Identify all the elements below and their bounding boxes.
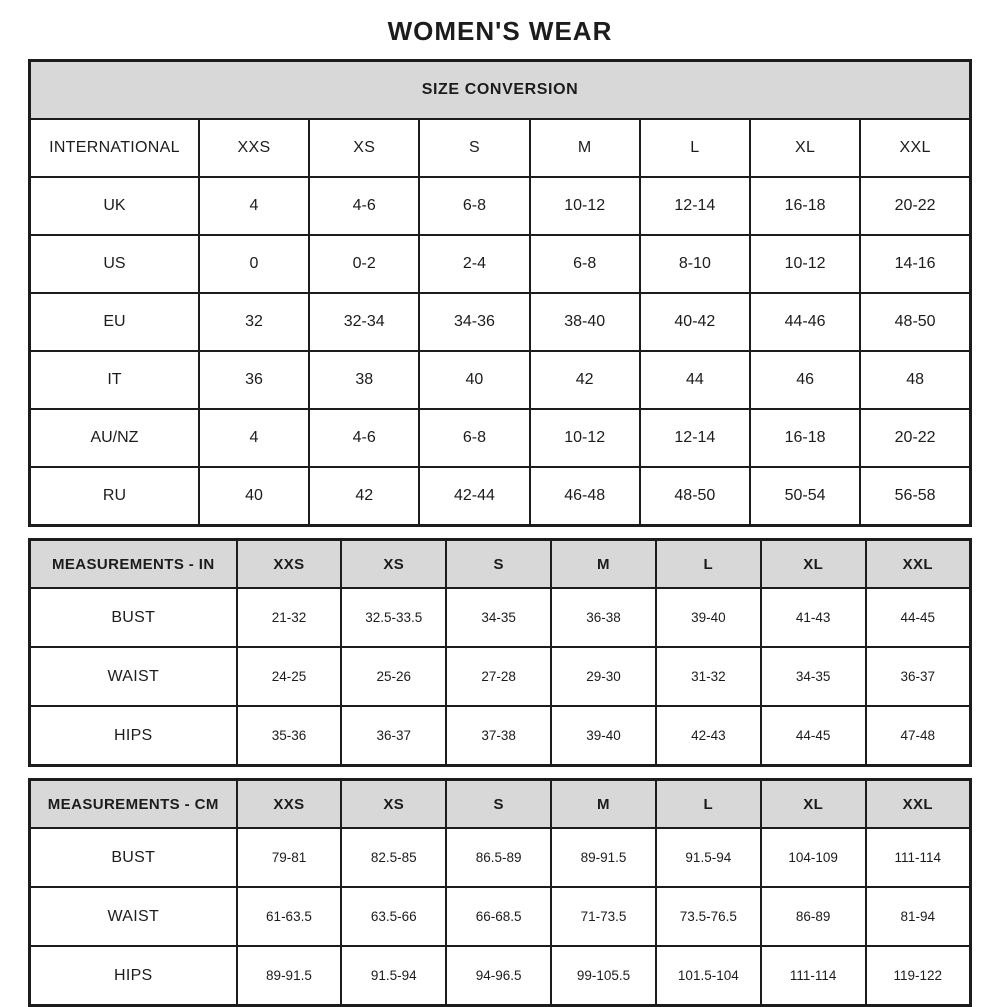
size-cell: 4-6	[309, 409, 419, 467]
size-cell: 42-43	[656, 706, 761, 766]
row-label: HIPS	[30, 946, 237, 1006]
size-cell: 32	[199, 293, 309, 351]
size-cell: 56-58	[860, 467, 970, 526]
column-header: L	[640, 119, 750, 177]
size-cell: 6-8	[530, 235, 640, 293]
size-cell: 111-114	[866, 828, 971, 887]
size-cell: 73.5-76.5	[656, 887, 761, 946]
size-cell: 32-34	[309, 293, 419, 351]
size-cell: 6-8	[419, 177, 529, 235]
size-cell: 31-32	[656, 647, 761, 706]
size-cell: 2-4	[419, 235, 529, 293]
size-cell: 32.5-33.5	[341, 588, 446, 647]
column-header: M	[530, 119, 640, 177]
table-title: SIZE CONVERSION	[30, 61, 971, 120]
size-cell: 91.5-94	[341, 946, 446, 1006]
column-header: XS	[309, 119, 419, 177]
row-label: EU	[30, 293, 199, 351]
measurements-cm-table	[28, 778, 972, 1007]
size-cell: 6-8	[419, 409, 529, 467]
size-cell: 44-45	[866, 588, 971, 647]
column-header: XL	[761, 780, 866, 829]
column-header: XXS	[237, 540, 342, 589]
row-label: AU/NZ	[30, 409, 199, 467]
column-header: XL	[761, 540, 866, 589]
row-label: BUST	[30, 588, 237, 647]
table-row	[30, 946, 971, 1006]
size-cell: 34-35	[446, 588, 551, 647]
table-row	[30, 409, 971, 467]
measurements-in-table	[28, 538, 972, 767]
size-cell: 21-32	[237, 588, 342, 647]
size-cell: 89-91.5	[551, 828, 656, 887]
size-cell: 46-48	[530, 467, 640, 526]
column-header: MEASUREMENTS - IN	[30, 540, 237, 589]
size-cell: 34-35	[761, 647, 866, 706]
page-title: WOMEN'S WEAR	[387, 16, 613, 46]
column-header: L	[656, 540, 761, 589]
size-cell: 71-73.5	[551, 887, 656, 946]
size-cell: 63.5-66	[341, 887, 446, 946]
row-label: US	[30, 235, 199, 293]
size-cell: 20-22	[860, 177, 970, 235]
size-cell: 16-18	[750, 409, 860, 467]
size-cell: 12-14	[640, 409, 750, 467]
size-cell: 36-37	[341, 706, 446, 766]
row-label: HIPS	[30, 706, 237, 766]
column-header: XXL	[860, 119, 970, 177]
size-cell: 4	[199, 177, 309, 235]
row-label: IT	[30, 351, 199, 409]
size-cell: 27-28	[446, 647, 551, 706]
table-row	[30, 177, 971, 235]
column-header: L	[656, 780, 761, 829]
size-cell: 86-89	[761, 887, 866, 946]
size-cell: 89-91.5	[237, 946, 342, 1006]
size-cell: 41-43	[761, 588, 866, 647]
column-header: S	[419, 119, 529, 177]
size-cell: 44	[640, 351, 750, 409]
size-cell: 91.5-94	[656, 828, 761, 887]
size-cell: 48-50	[640, 467, 750, 526]
table-row	[30, 293, 971, 351]
size-cell: 25-26	[341, 647, 446, 706]
size-cell: 40-42	[640, 293, 750, 351]
size-cell: 35-36	[237, 706, 342, 766]
size-cell: 66-68.5	[446, 887, 551, 946]
row-label: RU	[30, 467, 199, 526]
size-cell: 14-16	[860, 235, 970, 293]
size-cell: 36-38	[551, 588, 656, 647]
size-cell: 99-105.5	[551, 946, 656, 1006]
size-cell: 0-2	[309, 235, 419, 293]
table-header-row	[30, 119, 971, 177]
table-row	[30, 351, 971, 409]
size-cell: 39-40	[551, 706, 656, 766]
column-header: XL	[750, 119, 860, 177]
size-cell: 47-48	[866, 706, 971, 766]
column-header: M	[551, 780, 656, 829]
size-cell: 4-6	[309, 177, 419, 235]
row-label: UK	[30, 177, 199, 235]
table-row	[30, 467, 971, 526]
size-cell: 40	[419, 351, 529, 409]
size-cell: 20-22	[860, 409, 970, 467]
size-cell: 16-18	[750, 177, 860, 235]
size-cell: 46	[750, 351, 860, 409]
size-cell: 34-36	[419, 293, 529, 351]
table-row	[30, 887, 971, 946]
table-header-row	[30, 780, 971, 829]
table-header-row	[30, 540, 971, 589]
size-cell: 104-109	[761, 828, 866, 887]
column-header: MEASUREMENTS - CM	[30, 780, 237, 829]
size-cell: 10-12	[530, 177, 640, 235]
size-cell: 40	[199, 467, 309, 526]
size-cell: 29-30	[551, 647, 656, 706]
size-cell: 42	[309, 467, 419, 526]
column-header: S	[446, 780, 551, 829]
size-cell: 44-46	[750, 293, 860, 351]
size-cell: 37-38	[446, 706, 551, 766]
size-cell: 86.5-89	[446, 828, 551, 887]
size-cell: 119-122	[866, 946, 971, 1006]
size-cell: 42-44	[419, 467, 529, 526]
size-cell: 36-37	[866, 647, 971, 706]
size-cell: 24-25	[237, 647, 342, 706]
row-label: WAIST	[30, 647, 237, 706]
size-cell: 4	[199, 409, 309, 467]
table-row	[30, 828, 971, 887]
size-cell: 8-10	[640, 235, 750, 293]
column-header: M	[551, 540, 656, 589]
table-row	[30, 647, 971, 706]
size-cell: 38	[309, 351, 419, 409]
column-header: XXL	[866, 540, 971, 589]
size-cell: 81-94	[866, 887, 971, 946]
size-cell: 44-45	[761, 706, 866, 766]
size-cell: 48-50	[860, 293, 970, 351]
size-cell: 111-114	[761, 946, 866, 1006]
size-cell: 101.5-104	[656, 946, 761, 1006]
size-cell: 10-12	[530, 409, 640, 467]
size-cell: 36	[199, 351, 309, 409]
column-header: XXL	[866, 780, 971, 829]
size-cell: 38-40	[530, 293, 640, 351]
size-cell: 10-12	[750, 235, 860, 293]
column-header: XS	[341, 780, 446, 829]
column-header: INTERNATIONAL	[30, 119, 199, 177]
table-row	[30, 588, 971, 647]
size-cell: 42	[530, 351, 640, 409]
row-label: BUST	[30, 828, 237, 887]
row-label: WAIST	[30, 887, 237, 946]
size-cell: 61-63.5	[237, 887, 342, 946]
column-header: XS	[341, 540, 446, 589]
column-header: XXS	[199, 119, 309, 177]
size-cell: 12-14	[640, 177, 750, 235]
size-cell: 39-40	[656, 588, 761, 647]
column-header: XXS	[237, 780, 342, 829]
size-cell: 82.5-85	[341, 828, 446, 887]
size-cell: 79-81	[237, 828, 342, 887]
table-row	[30, 235, 971, 293]
size-conversion-table	[28, 59, 972, 527]
size-cell: 94-96.5	[446, 946, 551, 1006]
table-row	[30, 706, 971, 766]
size-cell: 50-54	[750, 467, 860, 526]
size-cell: 0	[199, 235, 309, 293]
size-cell: 48	[860, 351, 970, 409]
column-header: S	[446, 540, 551, 589]
